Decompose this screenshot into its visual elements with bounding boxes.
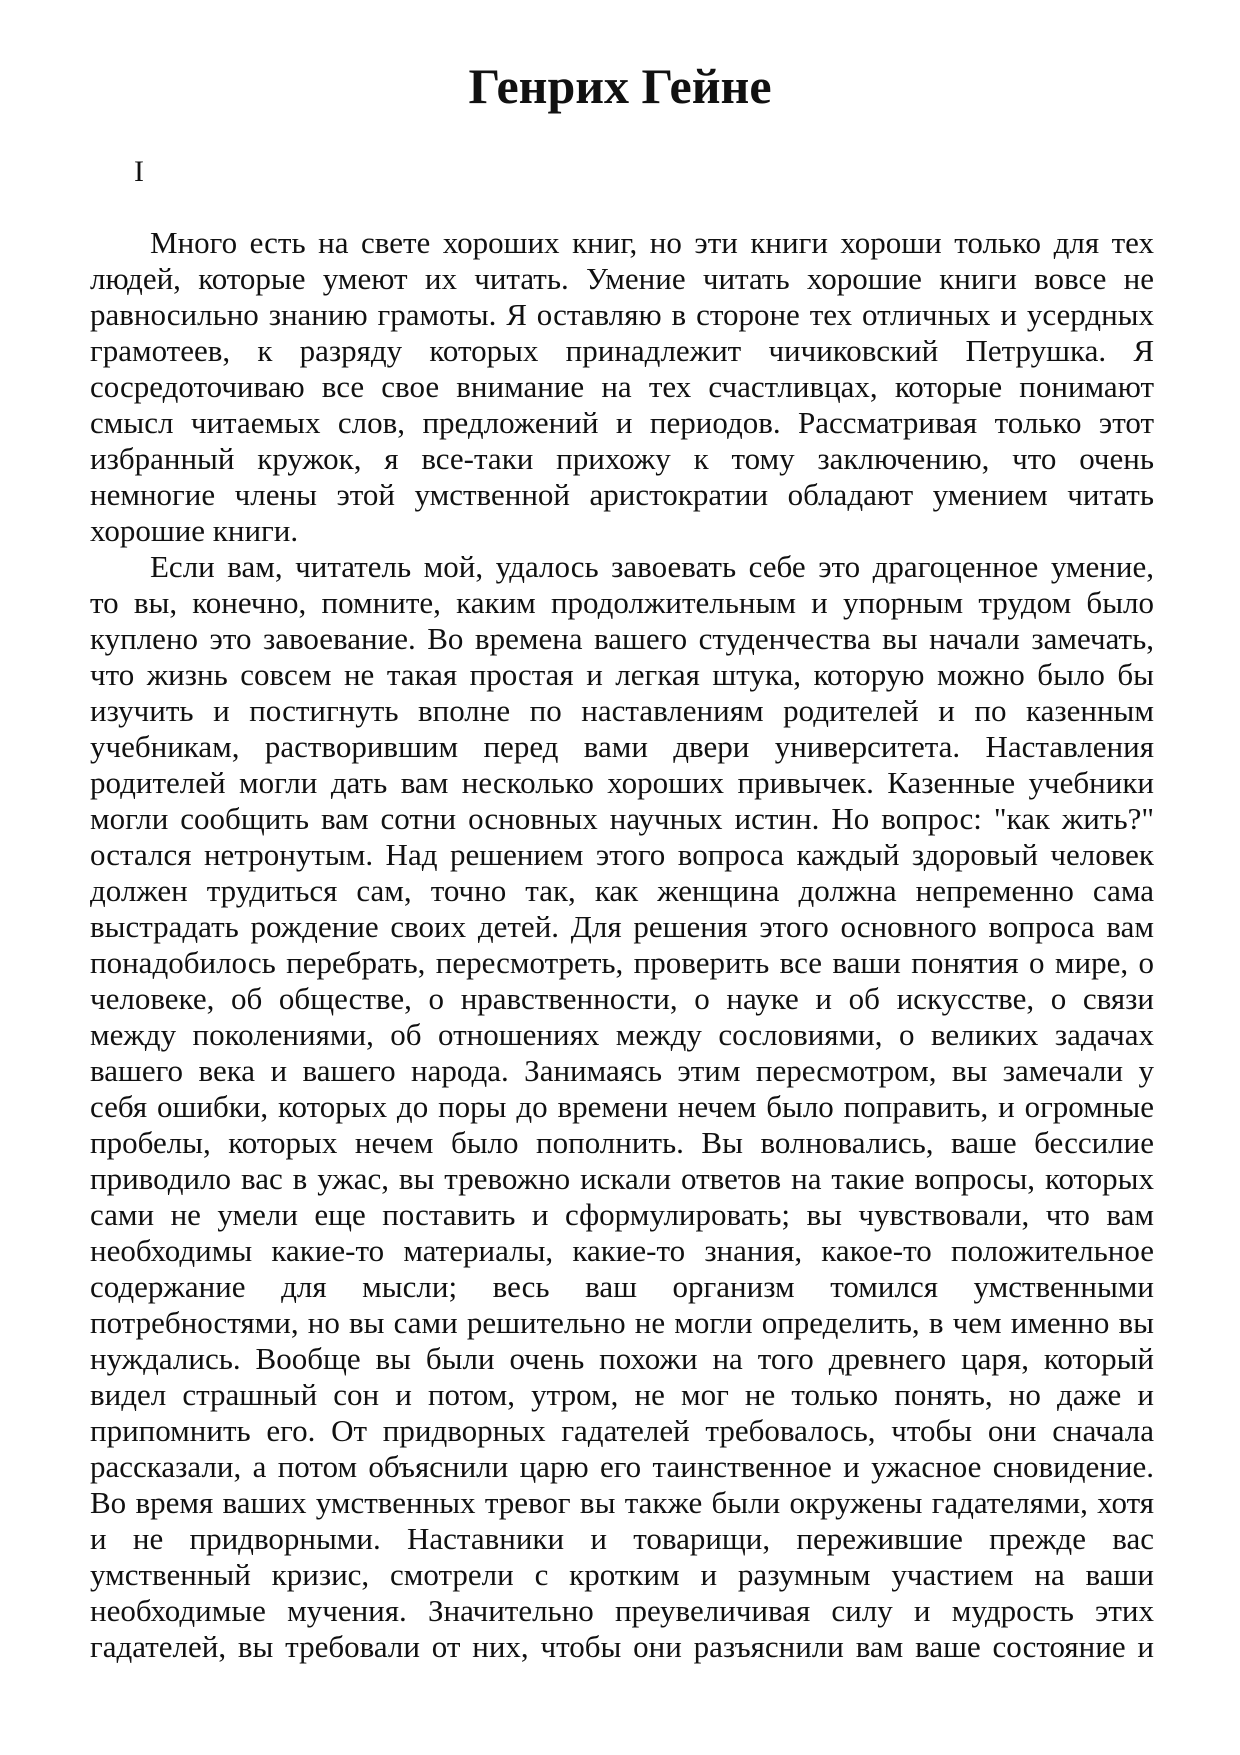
text-line: могли сообщить вам сотни основных научных истин. Но вопрос: "как жить?" xyxy=(90,801,1154,836)
text-line: человеке, об обществе, о нравственности, о науке и об искусстве, о связи xyxy=(90,981,1154,1016)
text-line: остался нетронутым. Над решением этого вопроса каждый здоровый человек xyxy=(90,837,1154,872)
text-line: сами не умели еще поставить и сформулировать; вы чувствовали, что вам xyxy=(90,1197,1154,1232)
text-line: грамотеев, к разряду которых принадлежит чичиковский Петрушка. Я xyxy=(90,333,1154,368)
text-line: изучить и постигнуть вполне по наставлениям родителей и по казенным xyxy=(90,693,1154,728)
text-line: и не придворными. Наставники и товарищи, пережившие прежде вас xyxy=(90,1521,1154,1556)
text-line: необходимые мучения. Значительно преувеличивая силу и мудрость этих xyxy=(90,1593,1154,1628)
text-line: Если вам, читатель мой, удалось завоевать себе это драгоценное умение, xyxy=(150,549,1154,584)
text-line: людей, которые умеют их читать. Умение читать хорошие книги вовсе не xyxy=(90,261,1154,296)
text-line: то вы, конечно, помните, каким продолжительным и упорным трудом было xyxy=(90,585,1154,620)
text-line: рассказали, а потом объяснили царю его таинственное и ужасное сновидение. xyxy=(90,1449,1154,1484)
text-line: сосредоточиваю все свое внимание на тех счастливцах, которые понимают xyxy=(90,369,1154,404)
text-line: нуждались. Вообще вы были очень похожи на того древнего царя, который xyxy=(90,1341,1154,1376)
text-line: приводило вас в ужас, вы тревожно искали ответов на такие вопросы, которых xyxy=(90,1161,1154,1196)
text-line: себя ошибки, которых до поры до времени нечем было поправить, и огромные xyxy=(90,1089,1154,1124)
page-title: Генрих Гейне xyxy=(468,58,772,114)
text-line: родителей могли дать вам несколько хороших привычек. Казенные учебники xyxy=(90,765,1154,800)
text-line: умственный кризис, смотрели с кротким и разумным участием на ваши xyxy=(90,1557,1154,1592)
text-line: Много есть на свете хороших книг, но эти книги хороши только для тех xyxy=(150,225,1154,260)
text-line: потребностями, но вы сами решительно не могли определить, в чем именно вы xyxy=(90,1305,1154,1340)
text-line: немногие члены этой умственной аристократии обладают умением читать xyxy=(90,477,1154,512)
text-line: пробелы, которых нечем было пополнить. Вы волновались, ваше бессилие xyxy=(90,1125,1154,1160)
body-text xyxy=(90,225,1154,1665)
section-number: I xyxy=(134,155,144,188)
text-line: необходимы какие-то материалы, какие-то знания, какое-то положительное xyxy=(90,1233,1154,1268)
text-line: видел страшный сон и потом, утром, не мог не только понять, но даже и xyxy=(90,1377,1154,1412)
text-line: должен трудиться сам, точно так, как женщина должна непременно сама xyxy=(90,873,1154,908)
text-line: Во время ваших умственных тревог вы также были окружены гадателями, хотя xyxy=(90,1485,1154,1520)
text-line: гадателей, вы требовали от них, чтобы они разъяснили вам ваше состояние и xyxy=(90,1629,1154,1664)
text-line: хорошие книги. xyxy=(90,513,299,548)
text-line: куплено это завоевание. Во времена вашего студенчества вы начали замечать, xyxy=(90,621,1154,656)
text-line: содержание для мысли; весь ваш организм томился умственными xyxy=(90,1269,1154,1304)
text-line: понадобилось перебрать, пересмотреть, проверить все ваши понятия о мире, о xyxy=(90,945,1154,980)
text-line: избранный кружок, я все-таки прихожу к тому заключению, что очень xyxy=(90,441,1154,476)
text-line: выстрадать рождение своих детей. Для решения этого основного вопроса вам xyxy=(90,909,1154,944)
text-line: смысл читаемых слов, предложений и периодов. Рассматривая только этот xyxy=(90,405,1154,440)
text-line: между поколениями, об отношениях между сословиями, о великих задачах xyxy=(90,1017,1154,1052)
text-line: вашего века и вашего народа. Занимаясь этим пересмотром, вы замечали у xyxy=(90,1053,1154,1088)
text-line: учебникам, растворившим перед вами двери университета. Наставления xyxy=(90,729,1154,764)
text-line: что жизнь совсем не такая простая и легкая штука, которую можно было бы xyxy=(90,657,1154,692)
text-line: равносильно знанию грамоты. Я оставляю в стороне тех отличных и усердных xyxy=(90,297,1154,332)
text-line: припомнить его. От придворных гадателей требовалось, чтобы они сначала xyxy=(90,1413,1154,1448)
